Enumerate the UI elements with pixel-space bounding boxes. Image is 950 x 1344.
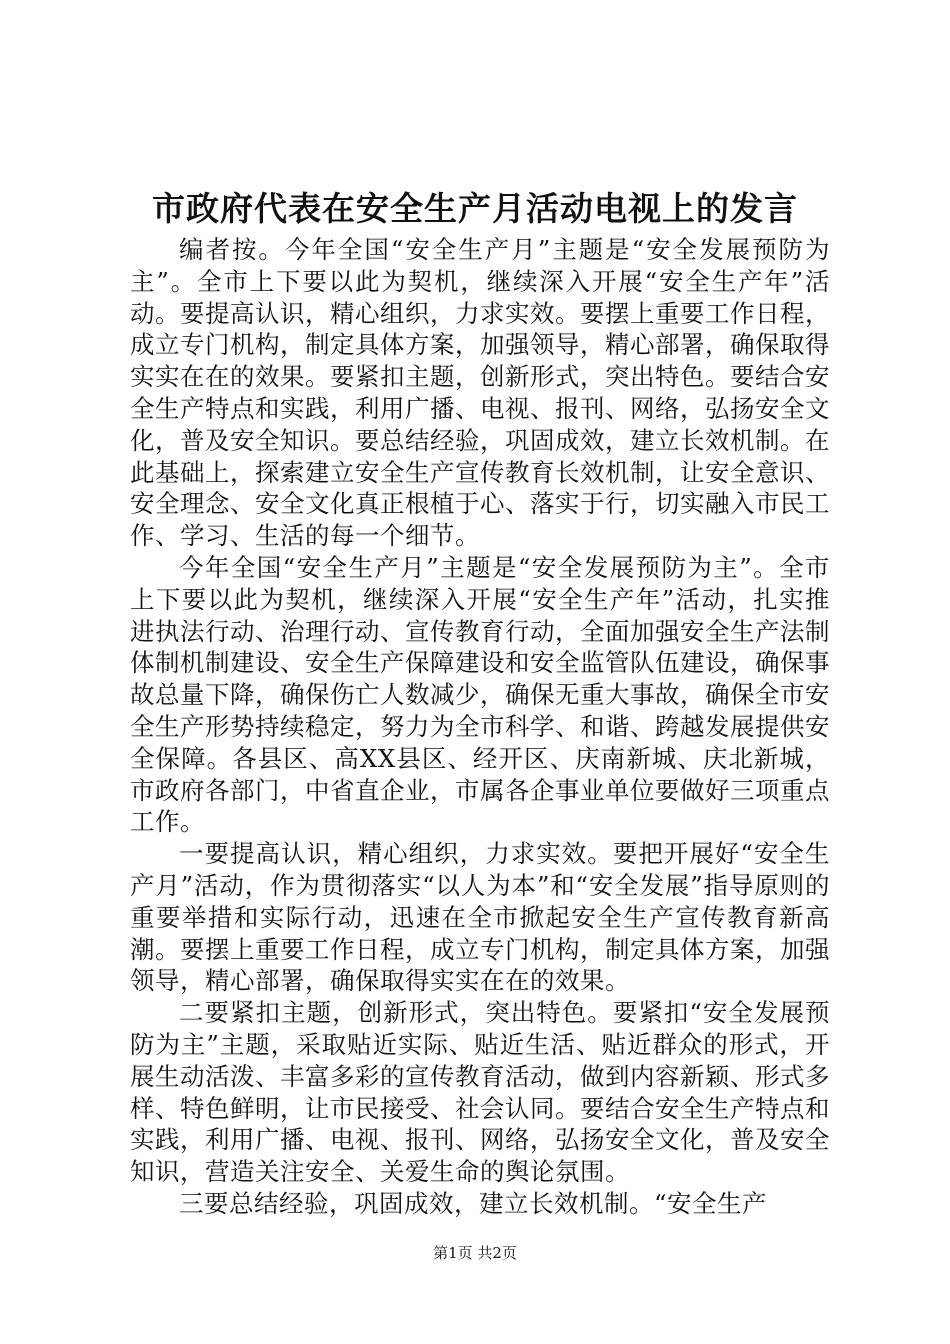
paragraph-point-two: 二要紧扣主题，创新形式，突出特色。要紧扣“安全发展预防为主”主题，采取贴近实际、贴近生活、贴近群众的形式，开展生动活泼、丰富多彩的宣传教育活动，做到内容新颖、形式多样、特色鲜明，让市民接受、社会认同。要结合安全生产特点和实践，利用广播、电视、报刊、网络，弘扬安全文化，普及安全知识，营造关注安全、关爱生命的舆论氛围。 bbox=[130, 998, 830, 1187]
paragraph-overview: 今年全国“安全生产月”主题是“安全发展预防为主”。全市上下要以此为契机，继续深入开展“安全生产年”活动，扎实推进执法行动、治理行动、宣传教育行动，全面加强安全生产法制体制机制建设、安全生产保障建设和安全监管队伍建设，确保事故总量下降，确保伤亡人数减少，确保无重大事故，确保全市安全生产形势持续稳定，努力为全市科学、和谐、跨越发展提供安全保障。各县区、高XX县区、经开区、庆南新城、庆北新城，市政府各部门，中省直企业，市属各企事业单位要做好三项重点工作。 bbox=[130, 552, 830, 837]
paragraph-point-three: 三要总结经验，巩固成效，建立长效机制。“安全生产 bbox=[179, 1188, 768, 1218]
document-body bbox=[130, 234, 830, 1220]
paragraph-editor-note: 编者按。今年全国“安全生产月”主题是“安全发展预防为主”。全市上下要以此为契机，继续深入开展“安全生产年”活动。要提高认识，精心组织，力求实效。要摆上重要工作日程，成立专门机构，制定具体方案，加强领导，精心部署，确保取得实实在在的效果。要紧扣主题，创新形式，突出特色。要结合安全生产特点和实践，利用广播、电视、报刊、网络，弘扬安全文化，普及安全知识。要总结经验，巩固成效，建立长效机制。在此基础上，探索建立安全生产宣传教育长效机制，让安全意识、安全理念、安全文化真正根植于心、落实于行，切实融入市民工作、学习、生活的每一个细节。 bbox=[130, 235, 830, 551]
document-title: 市政府代表在安全生产月活动电视上的发言 bbox=[152, 189, 798, 228]
page-number-footer: 第1页 共2页 bbox=[433, 1244, 517, 1262]
paragraph-point-one: 一要提高认识，精心组织，力求实效。要把开展好“安全生产月”活动，作为贯彻落实“以人为本”和“安全发展”指导原则的重要举措和实际行动，迅速在全市掀起安全生产宣传教育新高潮。要摆上重要工作日程，成立专门机构，制定具体方案，加强领导，精心部署，确保取得实实在在的效果。 bbox=[130, 839, 830, 996]
